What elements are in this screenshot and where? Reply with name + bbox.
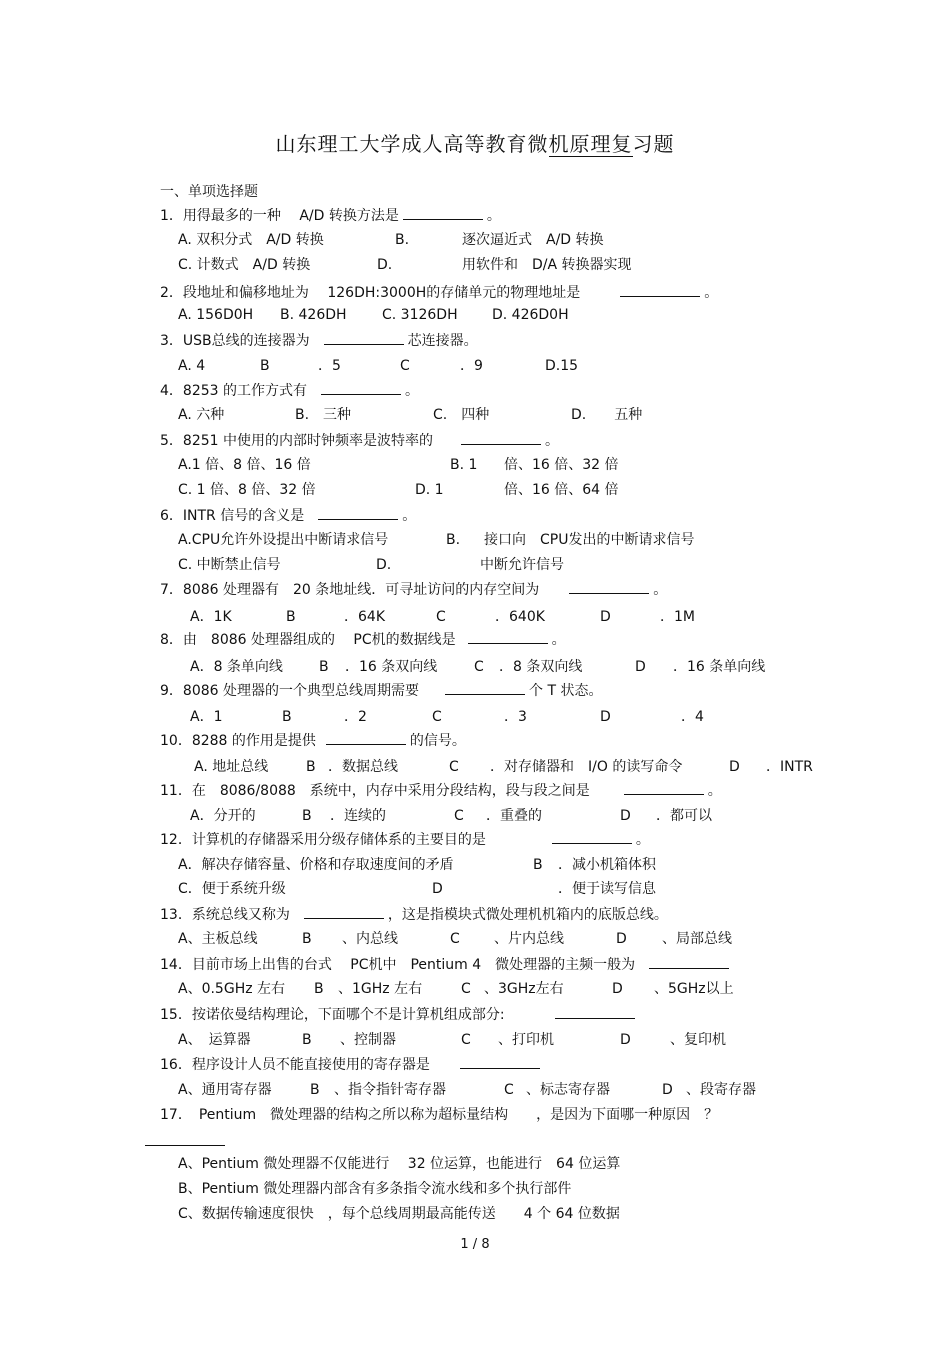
text-segment: D [729,759,740,775]
text-segment: ．重叠的 [486,808,542,824]
answer-blank [552,830,632,844]
text-segment: 6．INTR 信号的含义是 [160,508,305,524]
text-segment: 2．段地址和偏移地址为 126DH:3000H的存储单元的物理地址是 [160,285,581,301]
text-segment: ．4 [681,709,704,725]
title-part: 习题 [632,132,675,156]
question-14 [160,955,733,974]
text-segment: C. 中断禁止信号 [178,557,281,573]
text-segment: D [600,709,611,725]
text-segment: B. [446,532,461,548]
answer-blank [445,681,525,695]
text-segment: 、1GHz 左右 [338,981,423,997]
text-segment: B [260,358,270,374]
question-15 [160,1005,639,1024]
text-segment: ．16 条双向线 [345,659,438,675]
answer-blank [321,381,401,395]
text-segment: C [450,931,460,947]
text-segment: 的信号。 [409,733,466,749]
text-segment: ．5 [318,358,341,374]
text-segment: ．64K [344,609,385,625]
text-segment: 逐次逼近式 A/D 转换 [462,232,604,248]
text-segment: D [662,1082,673,1098]
text-segment: 。 [653,582,668,598]
question-2 [160,283,718,302]
answer-blank [468,630,548,644]
text-segment: C [400,358,410,374]
answer-blank [624,781,704,795]
text-segment: 9．8086 处理器的一个典型总线周期需要 [160,683,419,699]
text-segment: C．便于系统升级 [178,881,286,897]
answer-blank [326,731,406,745]
answer-blank [620,283,700,297]
answer-blank [304,905,384,919]
answer-blank [460,1055,540,1069]
text-segment: 、指令指针寄存器 [334,1082,446,1098]
question-3 [160,331,478,350]
text-segment: C [474,659,484,675]
text-segment: B [302,808,312,824]
answer-blank [649,955,729,969]
text-segment: 。 [486,208,501,224]
text-segment: 、控制器 [340,1032,396,1048]
text-segment: 15．按诺依曼结构理论，下面哪个不是计算机组成部分: [160,1007,505,1023]
text-segment: B [302,1032,312,1048]
title-part: 山东理工大学成人高等教育微 [275,132,549,156]
text-segment: 7．8086 处理器有 20 条地址线．可寻址访问的内存空间为 [160,582,540,598]
text-segment: 用软件和 D/A 转换器实现 [462,257,632,273]
text-segment: A. 地址总线 [194,759,269,775]
text-segment: 、片内总线 [494,931,564,947]
text-segment: 。 [707,783,722,799]
question-17-option-b: B、Pentium 微处理器内部含有多条指令流水线和多个执行部件 [178,1181,572,1197]
text-segment: A. 156D0H [178,307,254,323]
text-segment: C [461,981,471,997]
text-segment: ．连续的 [330,808,386,824]
text-segment: A、 运算器 [178,1032,251,1048]
text-segment: 1．用得最多的一种 A/D 转换方法是 [160,208,399,224]
text-segment: ，这是指模块式微处理机机箱内的底版总线。 [387,907,668,923]
question-12 [160,830,650,849]
text-segment: 、标志寄存器 [526,1082,610,1098]
text-segment: B. 1 [450,457,478,473]
answer-blank [569,580,649,594]
text-segment: ．都可以 [656,808,712,824]
text-segment: C. 3126DH [382,307,458,323]
text-segment: 14．目前市场上出售的台式 PC机中 Pentium 4 微处理器的主频一般为 [160,957,636,973]
text-segment: D [432,881,443,897]
question-10 [160,731,466,750]
text-segment: B [302,931,312,947]
text-segment: A．解决存储容量、价格和存取速度间的矛盾 [178,857,454,873]
text-segment: 3．USB总线的连接器为 [160,333,310,349]
question-5 [160,431,559,450]
text-segment: 10．8288 的作用是提供 [160,733,316,749]
text-segment: B. 426DH [280,307,347,323]
text-segment: 、3GHz左右 [484,981,564,997]
text-segment: A．分开的 [190,808,256,824]
text-segment: 。 [402,508,417,524]
text-segment: 中断允许信号 [480,557,564,573]
text-segment: 。 [635,832,650,848]
text-segment: C. 计数式 A/D 转换 [178,257,311,273]
text-segment: ．3 [504,709,527,725]
question-17-option-c: C、数据传输速度很快 ，每个总线周期最高能传送 4 个 64 位数据 [178,1206,620,1222]
answer-blank [461,431,541,445]
text-segment: 5．8251 中使用的内部时钟频率是波特率的 [160,433,433,449]
text-segment: 倍、16 倍、32 倍 [504,457,619,473]
text-segment: A、通用寄存器 [178,1082,272,1098]
text-segment: D. [377,257,393,273]
text-segment: ．便于读写信息 [558,881,656,897]
text-segment: 4．8253 的工作方式有 [160,383,307,399]
text-segment: D [635,659,646,675]
text-segment: A. 4 [178,358,206,374]
text-segment: A、主板总线 [178,931,258,947]
text-segment: B [286,609,296,625]
text-segment: 、内总线 [342,931,398,947]
answer-blank [324,331,404,345]
text-segment: 。 [551,632,566,648]
text-segment: D. 1 [415,482,444,498]
text-segment: ．16 条单向线 [673,659,766,675]
text-segment: 接口向 CPU发出的中断请求信号 [484,532,695,548]
question-7 [160,580,667,599]
question-6 [160,506,416,525]
text-segment: D [620,808,631,824]
page-number: 1 / 8 [460,1237,490,1252]
text-segment: A.CPU允许外设提出中断请求信号 [178,532,389,548]
text-segment: A．1 [190,709,223,725]
text-segment: A. 六种 [178,407,225,423]
text-segment: 8．由 8086 处理器组成的 PC机的数据线是 [160,632,456,648]
text-segment: ．INTR [766,759,813,775]
section-heading: 一、单项选择题 [160,184,258,200]
title-underlined-part: 机原理复 [548,132,633,156]
question-17-option-a: A、Pentium 微处理器不仅能进行 32 位运算，也能进行 64 位运算 [178,1156,621,1172]
text-segment: B [306,759,316,775]
text-segment: B. [395,232,410,248]
question-1 [160,206,501,225]
text-segment: 、5GHz以上 [654,981,734,997]
text-segment: C [454,808,464,824]
question-13 [160,905,668,924]
text-segment: 倍、16 倍、64 倍 [504,482,619,498]
text-segment: A.1 倍、8 倍、16 倍 [178,457,311,473]
answer-blank [555,1005,635,1019]
text-segment: C [504,1082,514,1098]
text-segment: A. 双积分式 A/D 转换 [178,232,324,248]
question-17: 17． Pentium 微处理器的结构之所以称为超标量结构 ，是因为下面哪一种原因 ？ [160,1107,719,1123]
text-segment: B [310,1082,320,1098]
text-segment: 个 T 状态。 [529,683,603,699]
text-segment: 、复印机 [670,1032,726,1048]
text-segment: ．对存储器和 I/O 的读写命令 [490,759,683,775]
text-segment: 11．在 8086/8088 系统中，内存中采用分段结构，段与段之间是 [160,783,590,799]
text-segment: B [314,981,324,997]
text-segment: 13．系统总线又称为 [160,907,290,923]
question-8 [160,630,566,649]
text-segment: 12．计算机的存储器采用分级存储体系的主要目的是 [160,832,486,848]
question-4 [160,381,419,400]
text-segment: 。 [405,383,419,399]
text-segment: C [461,1032,471,1048]
text-segment: 、段寄存器 [686,1082,756,1098]
text-segment: D. [376,557,392,573]
text-segment: ．减小机箱体积 [558,857,656,873]
text-segment: 16．程序设计人员不能直接使用的寄存器是 [160,1057,430,1073]
document-title [0,128,950,157]
question-11 [160,781,722,800]
text-segment: D [600,609,611,625]
text-segment: A、0.5GHz 左右 [178,981,286,997]
text-segment: ．1M [660,609,695,625]
text-segment: C. 四种 [433,407,490,423]
text-segment: A．8 条单向线 [190,659,283,675]
text-segment: C [436,609,446,625]
text-segment: ．8 条双向线 [499,659,583,675]
text-segment: ．数据总线 [328,759,398,775]
text-segment: D. 五种 [571,407,643,423]
text-segment: 、打印机 [498,1032,554,1048]
answer-blank [145,1145,225,1146]
text-segment: B [282,709,292,725]
text-segment: ．640K [495,609,545,625]
text-segment: B. 三种 [295,407,352,423]
text-segment: B [533,857,543,873]
text-segment: ．9 [460,358,483,374]
text-segment: A．1K [190,609,232,625]
text-segment: D [620,1032,631,1048]
question-16 [160,1055,544,1074]
text-segment: 芯连接器。 [407,333,478,349]
text-segment: 。 [704,285,719,301]
text-segment: ．2 [344,709,367,725]
text-segment: C [449,759,459,775]
text-segment: B [319,659,329,675]
text-segment: 、局部总线 [662,931,732,947]
text-segment: D [616,931,627,947]
question-9 [160,681,602,700]
text-segment: D. 426D0H [492,307,569,323]
text-segment: 。 [545,433,559,449]
text-segment: C. 1 倍、8 倍、32 倍 [178,482,316,498]
answer-blank [403,206,483,220]
text-segment: D [612,981,623,997]
answer-blank [318,506,398,520]
text-segment: D.15 [545,358,579,374]
text-segment: C [432,709,442,725]
